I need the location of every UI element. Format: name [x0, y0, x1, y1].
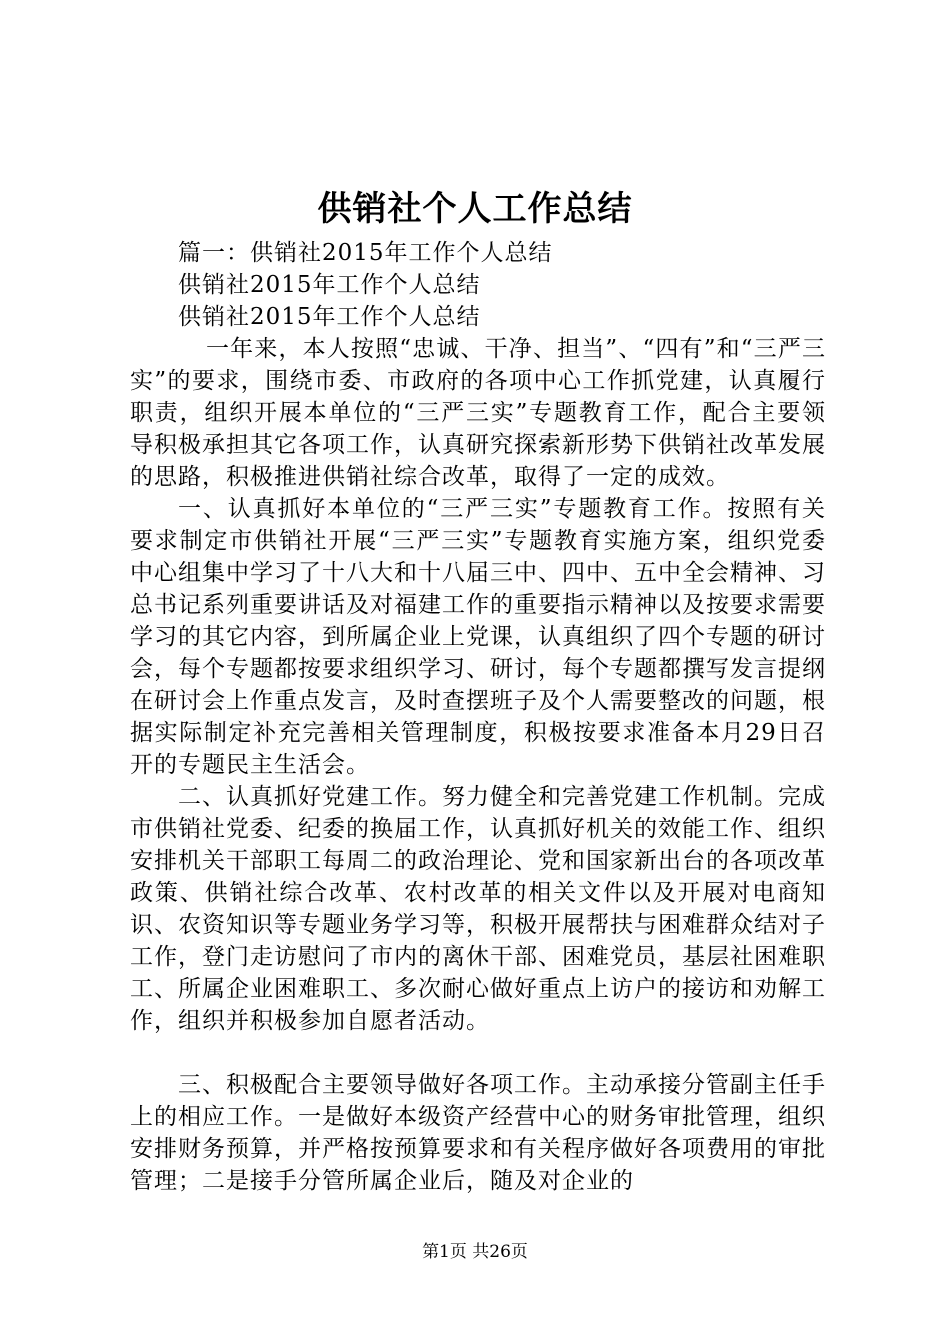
document-body: [130, 237, 826, 1197]
page-footer: 第1页 共26页: [422, 1242, 528, 1262]
paragraph-point-two: 二、认真抓好党建工作。努力健全和完善党建工作机制。完成市供销社党委、纪委的换届工作，认真抓好机关的效能工作、组织安排机关干部职工每周二的政治理论、党和国家新出台的各项改革政策、供销社综合改革、农村改革的相关文件以及开展对电商知识、农资知识等专题业务学习等，积极开展帮扶与困难群众结对子工作，登门走访慰问了市内的离休干部、困难党员，基层社困难职工、所属企业困难职工、多次耐心做好重点上访户的接访和劝解工作，组织并积极参加自愿者活动。: [130, 784, 826, 1034]
paragraph-point-three: 三、积极配合主要领导做好各项工作。主动承接分管副主任手上的相应工作。一是做好本级资产经营中心的财务审批管理，组织安排财务预算，并严格按预算要求和有关程序做好各项费用的审批管理；二是接手分管所属企业后，随及对企业的: [130, 1072, 826, 1194]
paragraph-subtitle: 供销社2015年工作个人总结: [178, 272, 481, 298]
paragraph-point-one: 一、认真抓好本单位的“三严三实”专题教育工作。按照有关要求制定市供销社开展“三严三实”专题教育实施方案，组织党委中心组集中学习了十八大和十八届三中、四中、五中全会精神、习总书记系列重要讲话及对福建工作的重要指示精神以及按要求需要学习的其它内容，到所属企业上党课，认真组织了四个专题的研讨会，每个专题都按要求组织学习、研讨，每个专题都撰写发言提纲在研讨会上作重点发言，及时查摆班子及个人需要整改的问题，根据实际制定补充完善相关管理制度，积极按要求准备本月29日召开的专题民主生活会。: [130, 496, 826, 778]
paragraph-subtitle: 供销社2015年工作个人总结: [178, 304, 481, 330]
document-title: 供销社个人工作总结: [317, 189, 633, 229]
paragraph-section-heading: 篇一：供销社2015年工作个人总结: [178, 240, 553, 266]
paragraph-intro: 一年来，本人按照“忠诚、干净、担当”、“四有”和“三严三实”的要求，围绕市委、市政府的各项中心工作抓党建，认真履行职责，组织开展本单位的“三严三实”专题教育工作，配合主要领导积极承担其它各项工作，认真研究探索新形势下供销社改革发展的思路，积极推进供销社综合改革，取得了一定的成效。: [130, 336, 826, 490]
